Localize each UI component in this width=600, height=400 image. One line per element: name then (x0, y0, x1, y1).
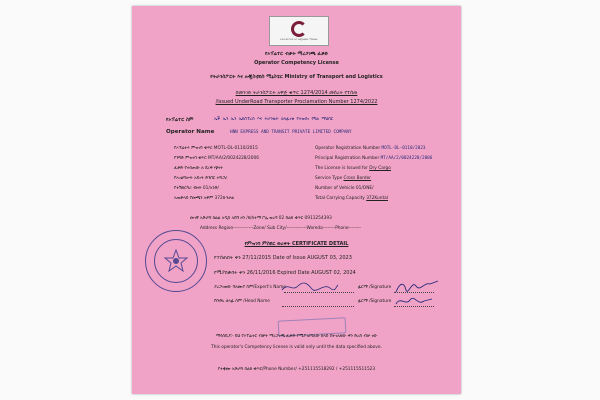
field-label-text: Total Carrying Capacity (315, 196, 365, 201)
field-label-text: Service Type (315, 176, 343, 181)
field-amharic: የተሽከርካሪ ብዛት 01/አንድ/ (174, 186, 219, 191)
certificate-title: የምዝገባ ምስክር ወረቀት CERTIFICATE DETAIL (244, 241, 349, 247)
expert-signature-label: ፊርማ /Signature (358, 285, 392, 290)
footer-note-amharic: ማሳሰቢያ፡- ይህ የኦፕሬተር ብቃት ማረጋገጫ ፈቃድ የሚያገለግለው ከላይ በተገለጸው ቀን ድረስ ብቻ ነው (215, 334, 378, 339)
field-english-label (315, 147, 426, 151)
field-english-label (315, 177, 371, 181)
operator-name-label-amharic: የኦፕሬተር ስም (166, 117, 194, 123)
head-signature-label: ፊርማ /Signature (358, 299, 392, 304)
operator-name-value-amharic: ኤች ኤን ኤን ኤክስፕረስ እና ትራንዚት ኃላፊነቱ የተወሰነ የግል ማህበር (214, 117, 334, 122)
head-name-line (282, 306, 354, 307)
expiry-date-line: የሚያበቃበት ቀን 26/11/2016 Expired Date AUGUST 02, 2024 (214, 270, 356, 276)
head-signature-icon (394, 294, 434, 308)
official-seal (145, 230, 207, 292)
seal-inner-ring (154, 239, 198, 283)
expert-name-label: ያረጋገጠው ባለሙያ ስም/Expert's Name (214, 285, 286, 290)
footer-phone-line: የተቋሙ አድራሻ ስልክ ቁጥር/Phone Number/ +251115518292 / +251115511523 (217, 367, 376, 372)
field-value-text: Dry Cargo (369, 166, 391, 171)
operator-name-label-english: Operator Name (166, 129, 215, 135)
field-label-text: The License is Issued for (315, 166, 368, 171)
field-value-text: 01/ONE/ (355, 186, 374, 191)
title-amharic: የኦፕሬተር ብቃት ማረጋገጫ ፈቃድ (264, 51, 329, 57)
address-amharic: መገኛ አድራሻ ክልል አዲስ አበባ ዞን /ክ/ከተማ ቦሌ ወረዳ 02 ስልክ ቁጥር 0911254393 (190, 216, 332, 221)
field-amharic: ፈቃድ የተሰጠው ለ ደረቅ ጭነት (174, 166, 223, 171)
ministry-logo (269, 16, 329, 46)
proclamation-english: /Issued UnderRoad Transporter Proclamation Number 1274/2022 (215, 99, 378, 105)
field-value-text: Cross Border (343, 176, 372, 181)
operator-name-value-english: HNN EXPRESS AND TRANSIT PRIVATE LIMITED COMPANY (230, 130, 352, 135)
seal-star-icon (163, 248, 189, 274)
issue-date-line: የተሰጠበት ቀን 27/11/2015 Date of Issue AUGUST 03, 2023 (214, 255, 352, 261)
proclamation-amharic: በመንገድ ትራንስፖርት አዋጅ ቁጥር 1274/2014 መሰረት የተሰጠ (235, 90, 358, 96)
head-name-label: የቡድኑ ኃላፊ ስም /Head Name (214, 299, 270, 304)
field-label-text: Number of Vehicle (315, 186, 355, 191)
field-english-label (315, 187, 374, 191)
field-amharic: የኦፕሬተሩ ምዝገባ ቁጥር MOTL-DL-0110/2015 (174, 146, 258, 151)
field-value-text: MOTL-DL-0110/2023 (381, 146, 426, 151)
field-english-label (315, 157, 432, 161)
logo-caption: የትራንስፖርት እና ሎጂስቲክስ ሚኒስቴር (280, 38, 318, 41)
field-value-text: 372Kuntal (366, 196, 388, 201)
ministry-line: የትራንስፖርት እና ሎጂስቲክስ ሚኒስቴር Ministry of Transport and Logistics (210, 74, 383, 80)
field-english-label (315, 197, 388, 201)
expert-handwritten-name (280, 280, 340, 294)
ministry-emblem-icon (291, 21, 307, 37)
field-english-label (315, 167, 391, 171)
field-amharic: አጠቃላይ የመጫን አቅም 372ኩንታል (174, 196, 235, 201)
field-label-text: Principal Registration Number (315, 156, 380, 161)
license-document (132, 6, 461, 394)
address-english: Address Region-------------Zone/ Sub City/-------------Woreda--------Phone-------- (200, 226, 361, 231)
field-amharic: የአገልግሎት አይነት ድንበር ተሻጋሪ (174, 176, 228, 181)
field-label-text: Operator Registration Number (315, 146, 381, 151)
field-value-text: MT/AA/2/0024228/2006 (380, 156, 433, 161)
title-english: Operator Competency License (254, 60, 339, 66)
footer-note-english: This operator's Competency license is valid only until the data specified above. (211, 345, 382, 350)
field-amharic: የንግድ ምዝገባ ቁጥር MT/AA/2/0024228/2006 (174, 156, 259, 161)
